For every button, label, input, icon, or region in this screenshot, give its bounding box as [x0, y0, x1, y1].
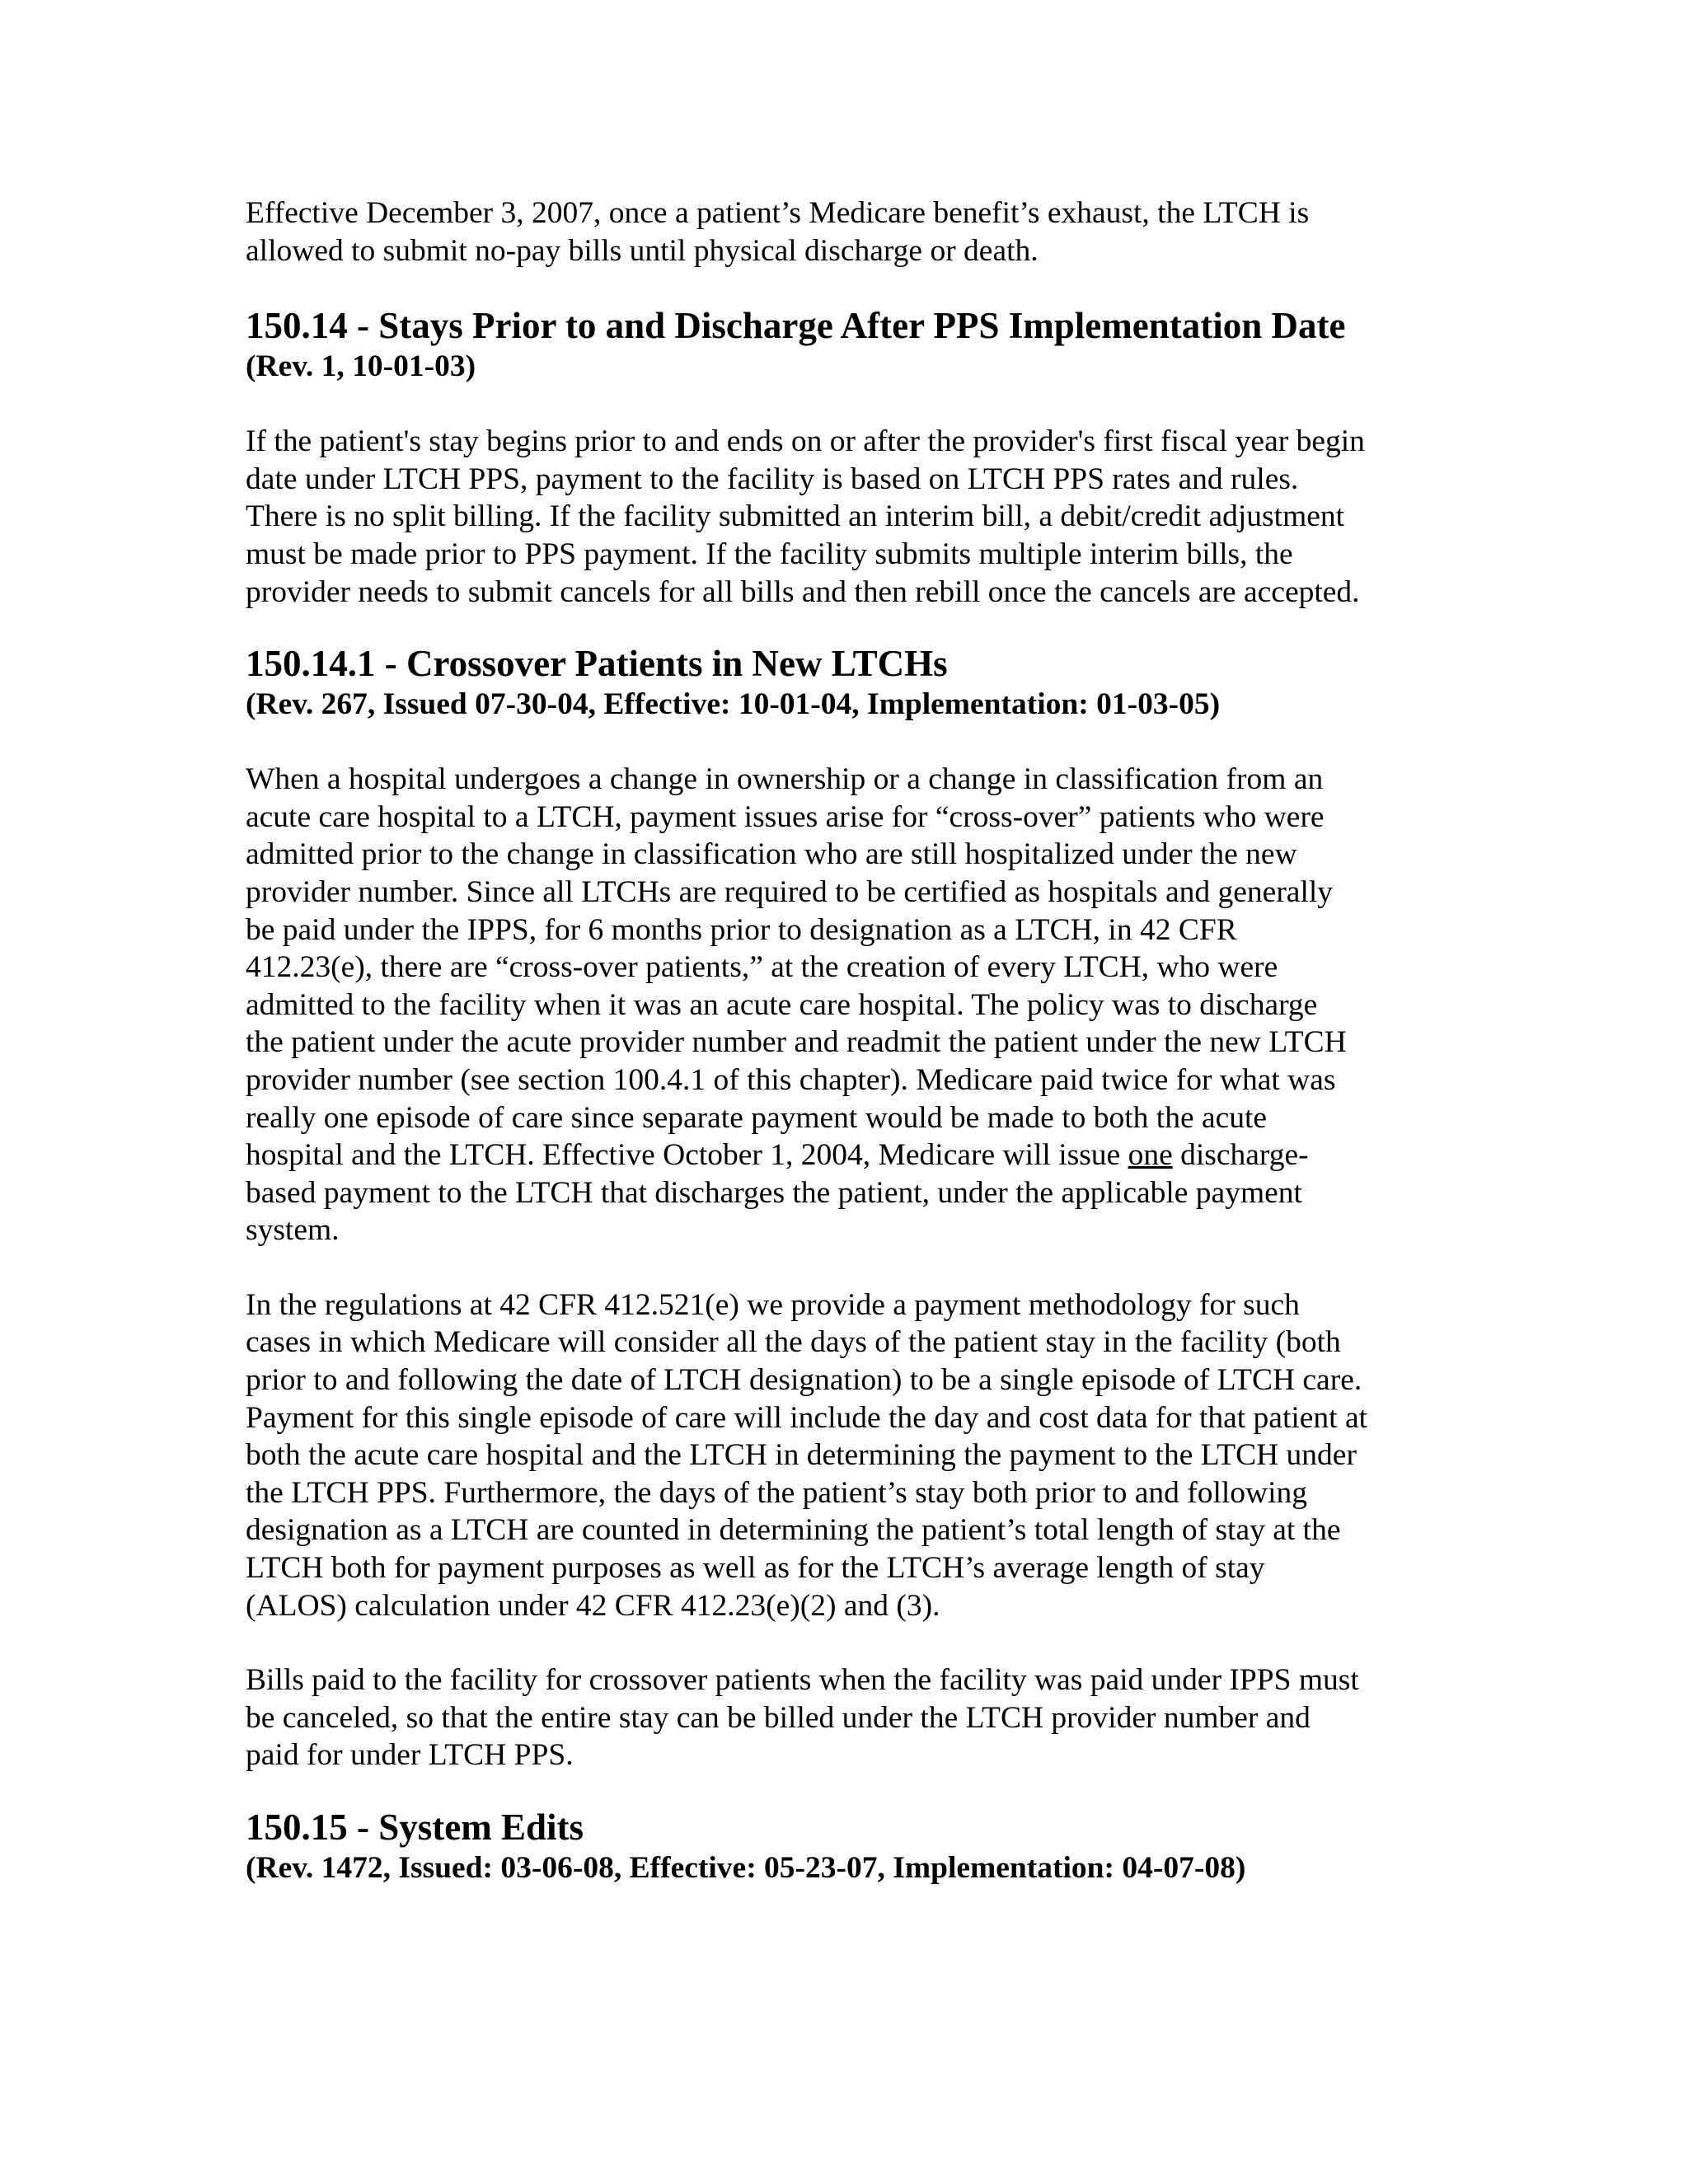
text-line: provider number (see section 100.4.1 of this chapter). Medicare paid twice for what was: [246, 1062, 1336, 1097]
text-line: the LTCH PPS. Furthermore, the days of the patient’s stay both prior to and following: [246, 1475, 1308, 1510]
section-heading-150-14-1: 150.14.1 - Crossover Patients in New LTCHs: [246, 643, 948, 685]
text-line: Effective December 3, 2007, once a patient’s Medicare benefit’s exhaust, the LTCH is: [246, 196, 1310, 230]
text-line: cases in which Medicare will consider all the days of the patient stay in the facility (both: [246, 1325, 1341, 1360]
text-line: 412.23(e), there are “cross-over patients,” at the creation of every LTCH, who were: [246, 950, 1278, 985]
text-line: both the acute care hospital and the LTCH in determining the payment to the LTCH under: [246, 1438, 1357, 1473]
text-line: [246, 1137, 1449, 1174]
text-line: When a hospital undergoes a change in ownership or a change in classification from an: [246, 762, 1324, 797]
text-line: Bills paid to the facility for crossover patients when the facility was paid under IPPS must: [246, 1663, 1359, 1698]
revision-note-150-14-1: (Rev. 267, Issued 07-30-04, Effective: 10-01-04, Implementation: 01-03-05): [246, 687, 1221, 722]
text-line: allowed to submit no-pay bills until physical discharge or death.: [246, 233, 1039, 268]
text-line: must be made prior to PPS payment. If the facility submits multiple interim bills, the: [246, 537, 1293, 571]
text-line: admitted prior to the change in classification who are still hospitalized under the new: [246, 837, 1297, 872]
text-line: the patient under the acute provider number and readmit the patient under the new LTCH: [246, 1025, 1347, 1060]
section-heading-150-15: 150.15 - System Edits: [246, 1807, 584, 1848]
text-line: There is no split billing. If the facility submitted an interim bill, a debit/credit adjustment: [246, 499, 1345, 534]
text-line: prior to and following the date of LTCH designation) to be a single episode of LTCH care.: [246, 1363, 1362, 1398]
text-line: LTCH both for payment purposes as well as for the LTCH’s average length of stay: [246, 1551, 1265, 1586]
text-segment: hospital and the LTCH. Effective October 1, 2004, Medicare will issue: [246, 1138, 1128, 1173]
text-line: Payment for this single episode of care will include the day and cost data for that patient at: [246, 1400, 1368, 1435]
paragraph-150-14: [246, 423, 1449, 611]
text-line: If the patient's stay begins prior to and ends on or after the provider's first fiscal year begin: [246, 424, 1365, 459]
text-line: admitted to the facility when it was an acute care hospital. The policy was to discharge: [246, 987, 1318, 1022]
section-heading-150-14: 150.14 - Stays Prior to and Discharge After PPS Implementation Date: [246, 305, 1346, 347]
text-line: system.: [246, 1213, 340, 1248]
revision-note-150-15: (Rev. 1472, Issued: 03-06-08, Effective: 05-23-07, Implementation: 04-07-08): [246, 1851, 1246, 1885]
text-line: be canceled, so that the entire stay can be billed under the LTCH provider number and: [246, 1700, 1311, 1735]
revision-note-150-14: (Rev. 1, 10-01-03): [246, 349, 476, 384]
paragraph-150-14-1-first: [246, 761, 1449, 1249]
text-segment: discharge-: [1172, 1138, 1309, 1173]
intro-paragraph: [246, 194, 1449, 269]
text-line: based payment to the LTCH that discharges the patient, under the applicable payment: [246, 1175, 1302, 1210]
text-line: acute care hospital to a LTCH, payment issues arise for “cross-over” patients who were: [246, 799, 1325, 834]
text-line: really one episode of care since separate payment would be made to both the acute: [246, 1100, 1268, 1135]
text-line: provider number. Since all LTCHs are required to be certified as hospitals and generally: [246, 874, 1334, 909]
paragraph-150-14-1-third: [246, 1661, 1449, 1774]
text-line: (ALOS) calculation under 42 CFR 412.23(e)(2) and (3).: [246, 1588, 940, 1623]
document-page: [246, 194, 1449, 1886]
paragraph-150-14-1-second: [246, 1286, 1449, 1624]
text-line: provider needs to submit cancels for all bills and then rebill once the cancels are accepted.: [246, 574, 1360, 609]
underlined-word: one: [1128, 1138, 1173, 1173]
text-line: designation as a LTCH are counted in determining the patient’s total length of stay at the: [246, 1513, 1341, 1548]
text-line: paid for under LTCH PPS.: [246, 1738, 574, 1773]
text-line: In the regulations at 42 CFR 412.521(e) we provide a payment methodology for such: [246, 1287, 1300, 1322]
text-line: be paid under the IPPS, for 6 months prior to designation as a LTCH, in 42 CFR: [246, 912, 1237, 947]
text-line: date under LTCH PPS, payment to the facility is based on LTCH PPS rates and rules.: [246, 462, 1299, 496]
